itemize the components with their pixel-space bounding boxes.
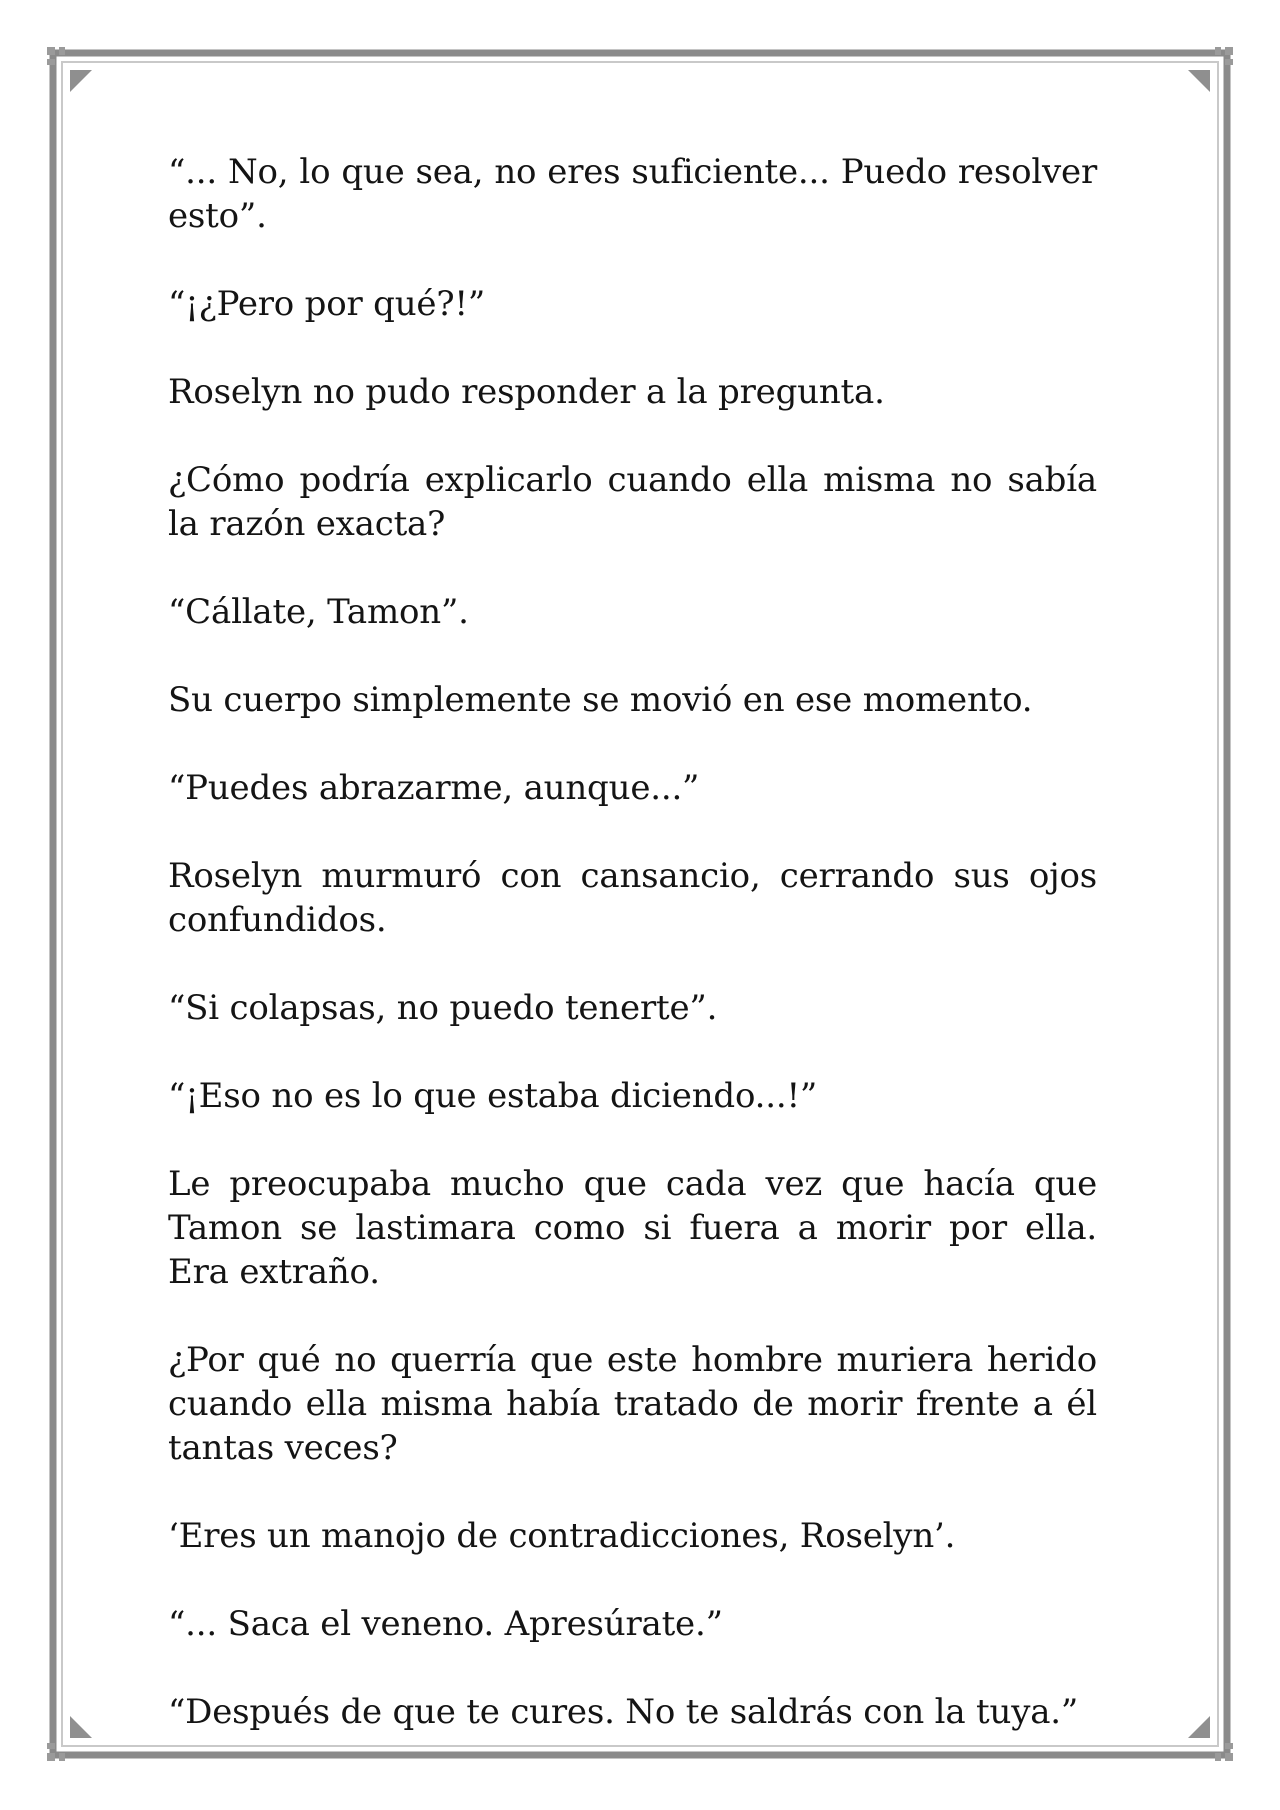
paragraph: Roselyn no pudo responder a la pregunta. [168,372,885,412]
paragraph: “Después de que te cures. No te saldrás con la tuya.” [168,1692,1079,1732]
paragraph: “... Saca el veneno. Apresúrate.” [168,1604,723,1644]
corner-triangle-top-right [1188,70,1210,92]
paragraph: Roselyn murmuró con cansancio, cerrando sus ojos confundidos. [168,856,1097,940]
paragraph: “Cállate, Tamon”. [168,592,469,632]
paragraph: “¡¿Pero por qué?!” [168,284,486,324]
paragraph: ‘Eres un manojo de contradicciones, Roselyn’. [168,1516,956,1556]
paragraph: Le preocupaba mucho que cada vez que hacía que Tamon se lastimara como si fuera a morir por ella. Era extraño. [168,1164,1097,1292]
paragraph: ¿Cómo podría explicarlo cuando ella misma no sabía la razón exacta? [168,460,1097,544]
corner-triangle-bottom-right [1188,1716,1210,1738]
page-text [168,150,1097,1778]
paragraph: “Si colapsas, no puedo tenerte”. [168,988,718,1028]
paragraph: Su cuerpo simplemente se movió en ese momento. [168,680,1033,720]
corner-triangle-bottom-left [70,1716,92,1738]
paragraph: ¿Por qué no querría que este hombre muriera herido cuando ella misma había tratado de morir frente a él tantas veces? [168,1340,1097,1468]
paragraph: “... No, lo que sea, no eres suficiente... Puedo resolver esto”. [168,152,1097,236]
paragraph: “Puedes abrazarme, aunque...” [168,768,700,808]
paragraph: “¡Eso no es lo que estaba diciendo...!” [168,1076,818,1116]
corner-triangle-top-left [70,70,92,92]
